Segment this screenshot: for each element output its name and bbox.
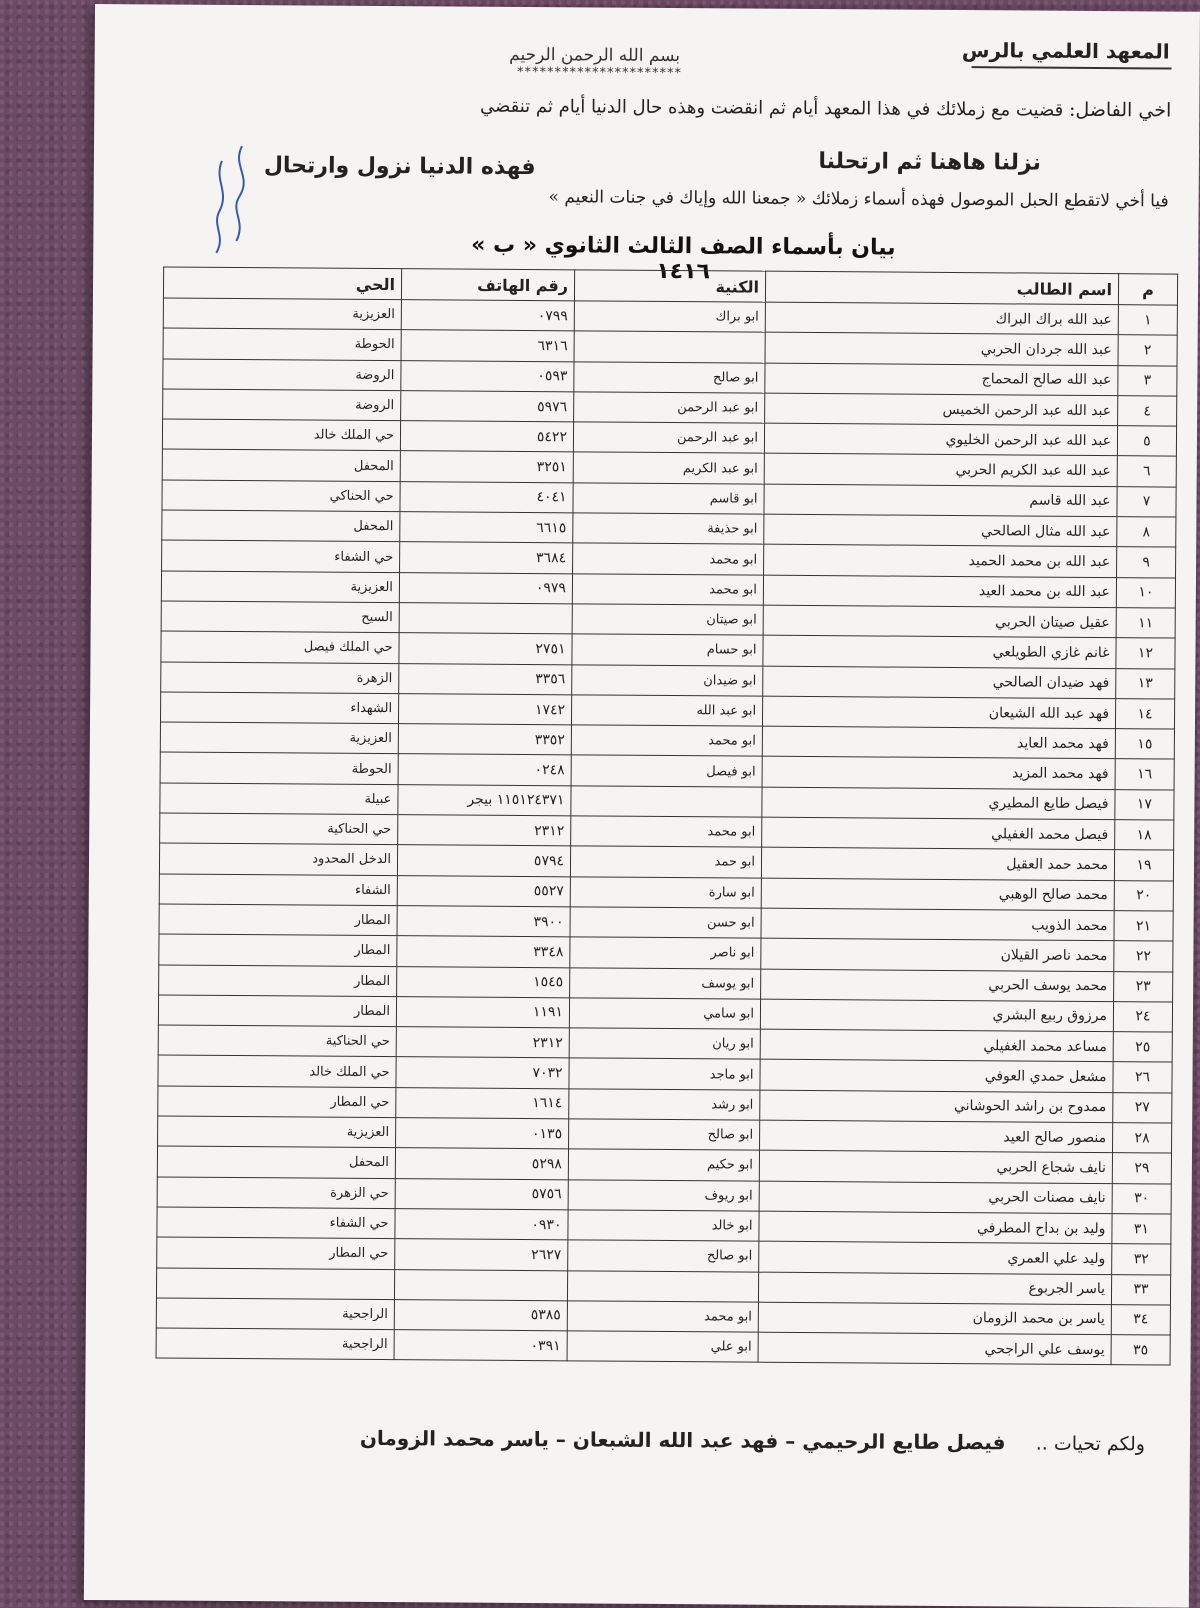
row-num: ١٠ (1116, 577, 1175, 608)
row-district: الروضة (163, 389, 401, 421)
row-phone: ٠٢٤٨ (398, 754, 571, 786)
row-num: ٢ (1118, 335, 1177, 366)
row-num: ١٦ (1115, 759, 1174, 790)
row-district: المطار (158, 995, 396, 1027)
header-kunya: الكنية (574, 270, 765, 302)
row-phone: ٥٧٥٦ (395, 1178, 568, 1210)
row-name: فيصل طايع المطيري (762, 787, 1115, 820)
row-name: عبد الله عبد الكريم الحربي (764, 454, 1117, 487)
row-name: عقيل صيتان الحربي (763, 605, 1116, 638)
row-name: عبد الله مثال الصالحي (764, 514, 1117, 547)
row-name: مشعل حمدي العوفي (760, 1060, 1113, 1093)
row-num: ٢٧ (1113, 1092, 1172, 1123)
row-kunya: ابو سارة (570, 876, 761, 908)
row-phone: ١٧٤٢ (398, 693, 571, 725)
row-district: حي الشفاء (157, 1207, 395, 1239)
row-phone: ٤٠٤١ (400, 481, 573, 513)
student-roster-table (156, 266, 1179, 1365)
row-name: فهد محمد المزيد (762, 757, 1115, 790)
row-district: حي الملك خالد (158, 1055, 396, 1087)
row-phone: ٣٣٥٢ (398, 724, 571, 756)
row-kunya: ابو براك (574, 301, 765, 333)
row-name: وليد بن بداح المطرفي (759, 1211, 1112, 1244)
document-page (84, 4, 1200, 1608)
row-name: محمد الذويب (761, 908, 1114, 941)
row-district: الروضة (163, 359, 401, 391)
row-district: الزهرة (161, 662, 399, 694)
row-name: محمد يوسف الحربي (761, 969, 1114, 1002)
row-num: ٨ (1117, 517, 1176, 548)
row-name: مرزوق ربيع البشري (760, 999, 1113, 1032)
row-phone: ٣٣٥٦ (399, 663, 572, 695)
row-name: عبد الله صالح المحماج (765, 363, 1118, 396)
row-district: عبيلة (160, 783, 398, 815)
row-phone: ٥٤٢٢ (400, 421, 573, 453)
row-num: ٣١ (1112, 1214, 1171, 1245)
row-num: ٢٠ (1114, 880, 1173, 911)
footer-greeting: ولكم تحيات .. (1035, 1432, 1146, 1456)
row-name: غانم غازي الطويلعي (763, 635, 1116, 668)
row-district: حي الملك فيصل (161, 631, 399, 663)
row-kunya: ابو عبد الرحمن (573, 422, 764, 454)
row-name: ياسر الجربوع (758, 1272, 1111, 1305)
row-num: ٢٢ (1114, 941, 1173, 972)
row-name: محمد حمد العقيل (761, 848, 1114, 881)
row-kunya: ابو صالح (568, 1240, 759, 1272)
row-kunya: ابو حكيم (568, 1149, 759, 1181)
row-phone: ٠٩٣٠ (395, 1209, 568, 1241)
row-kunya: ابو خالد (568, 1210, 759, 1242)
row-kunya: ابو صيتان (572, 604, 763, 636)
row-kunya: ابو ريان (569, 1028, 760, 1060)
row-district: حي المطار (158, 1086, 396, 1118)
footer-signature (245, 1425, 1145, 1455)
row-name: ياسر بن محمد الزومان (758, 1302, 1111, 1335)
footer-names: فيصل طايع الرحيمي – فهد عبد الله الشبعان – ياسر محمد الزومان (359, 1425, 1006, 1455)
intro-line (121, 92, 1171, 121)
row-phone: ٢٣١٢ (398, 815, 571, 847)
row-name: منصور صالح العيد (760, 1120, 1113, 1153)
row-name: عبد الله جردان الحربي (765, 332, 1118, 365)
row-kunya: ابو محمد (571, 725, 762, 757)
row-num: ٧ (1117, 486, 1176, 517)
row-num: ١٧ (1115, 789, 1174, 820)
row-kunya: ابو ضيدان (572, 664, 763, 696)
row-district: السيح (161, 601, 399, 633)
row-district: المطار (159, 965, 397, 997)
row-kunya: ابو حسام (572, 634, 763, 666)
row-name: فهد محمد العايد (762, 726, 1115, 759)
row-num: ٢٨ (1113, 1123, 1172, 1154)
row-phone: ٦٦١٥ (400, 512, 573, 544)
row-phone: ١١٥١٢٤٣٧١ بيجر (398, 784, 571, 816)
row-num: ٢٤ (1113, 1001, 1172, 1032)
row-district: العزيزية (160, 722, 398, 754)
row-phone: ٥٥٢٧ (397, 875, 570, 907)
row-num: ٣٠ (1112, 1183, 1171, 1214)
row-kunya (571, 786, 762, 818)
row-num: ١١ (1116, 608, 1175, 639)
row-name: نايف مصنات الحربي (759, 1181, 1112, 1214)
row-name: محمد ناصر القيلان (761, 938, 1114, 971)
row-phone: ١٦١٤ (396, 1087, 569, 1119)
roster-title: بيان بأسماء الصف الثالث الثانوي « ب » ١٤١٦ (471, 232, 896, 285)
row-kunya (567, 1270, 758, 1302)
row-district: حي الحناكي (162, 480, 400, 512)
row-district: المحفل (162, 510, 400, 542)
row-num: ٢١ (1114, 911, 1173, 942)
row-num: ٢٩ (1112, 1153, 1171, 1184)
row-phone: ٢٦٢٧ (395, 1239, 568, 1271)
row-kunya (574, 331, 765, 363)
row-phone: ١٥٤٥ (397, 966, 570, 998)
row-phone: ٣٢٥١ (400, 451, 573, 483)
row-num: ٣٤ (1111, 1304, 1170, 1335)
row-num: ١٥ (1115, 729, 1174, 760)
row-phone: ٣٦٨٤ (400, 542, 573, 574)
row-kunya: ابو محمد (573, 543, 764, 575)
row-phone: ٦٣١٦ (401, 330, 574, 362)
row-num: ٥ (1117, 426, 1176, 457)
row-district: المحفل (157, 1146, 395, 1178)
row-num: ١٣ (1116, 668, 1175, 699)
row-kunya: ابو صالح (569, 1119, 760, 1151)
row-phone: ٠٥٩٣ (401, 360, 574, 392)
row-district: المطار (159, 934, 397, 966)
row-district: حي الزهرة (157, 1177, 395, 1209)
row-kunya: ابو محمد (572, 574, 763, 606)
row-district: العزيزية (163, 298, 401, 330)
row-num: ١٢ (1116, 638, 1175, 669)
row-phone: ٠٩٧٩ (399, 572, 572, 604)
row-district: الشفاء (159, 874, 397, 906)
institute-underline (972, 66, 1172, 69)
basmala: بسم الله الرحمن الرحيم (509, 44, 681, 67)
row-kunya: ابو ريوف (568, 1179, 759, 1211)
row-district: حي الملك خالد (162, 419, 400, 451)
row-district: حي الشفاء (162, 540, 400, 572)
verse-left: فهذه الدنيا نزول وارتحال (263, 153, 536, 181)
row-phone: ٠٧٩٩ (401, 300, 574, 332)
row-name: عبد الله عبد الرحمن الخميس (765, 393, 1118, 426)
row-num: ١٩ (1114, 850, 1173, 881)
row-num: ٢٥ (1113, 1032, 1172, 1063)
row-district: المطار (159, 904, 397, 936)
row-district: حي الحناكية (158, 1025, 396, 1057)
row-phone: ١١٩١ (396, 996, 569, 1028)
row-num: ٣ (1118, 365, 1177, 396)
row-num: ٦ (1117, 456, 1176, 487)
row-district: الشهداء (160, 692, 398, 724)
row-name: عبد الله براك البراك (765, 302, 1118, 335)
row-name: فيصل محمد الغفيلي (762, 817, 1115, 850)
row-kunya: ابو علي (567, 1331, 758, 1363)
row-num: ٣٣ (1111, 1274, 1170, 1305)
handwritten-mark (201, 141, 262, 261)
row-kunya: ابو عبد الله (571, 695, 762, 727)
row-name: محمد صالح الوهبي (761, 878, 1114, 911)
row-district: حي المطار (157, 1237, 395, 1269)
row-kunya: ابو حمد (570, 846, 761, 878)
row-phone: ٥٧٩٤ (397, 845, 570, 877)
row-num: ٢٣ (1114, 971, 1173, 1002)
decorative-stars: ********************** (516, 64, 683, 82)
row-kunya: ابو قاسم (573, 483, 764, 515)
row-name: يوسف علي الراجحي (758, 1332, 1111, 1365)
row-kunya: ابو صالح (574, 361, 765, 393)
row-num: ٩ (1117, 547, 1176, 578)
verse-right: نزلنا هاهنا ثم ارتحلنا (818, 149, 1041, 176)
row-kunya: ابو ناصر (570, 937, 761, 969)
row-phone: ٠٣٩١ (394, 1330, 567, 1362)
row-phone: ٢٧٥١ (399, 633, 572, 665)
row-name: فهد ضيدان الصالحي (763, 666, 1116, 699)
row-kunya: ابو محمد (567, 1301, 758, 1333)
row-phone: ٠١٣٥ (396, 1118, 569, 1150)
dedication-line: فيا أخي لاتقطع الحبل الموصول فهذه أسماء زملائك « جمعنا الله وإياك في جنات النعيم » (548, 187, 1169, 212)
row-district: الراجحية (156, 1328, 394, 1360)
row-kunya: ابو عبد الكريم (573, 452, 764, 484)
row-district: الحوطة (160, 752, 398, 784)
row-kunya: ابو فيصل (571, 755, 762, 787)
row-name: مساعد محمد الغفيلي (760, 1029, 1113, 1062)
row-kunya: ابو حذيفة (573, 513, 764, 545)
row-name: عبد الله بن محمد العيد (763, 575, 1116, 608)
row-district: الراجحية (156, 1298, 394, 1330)
row-phone: ٢٣١٢ (396, 1027, 569, 1059)
row-district: العزيزية (161, 571, 399, 603)
row-district: العزيزية (158, 1116, 396, 1148)
row-phone: ٣٩٠٠ (397, 906, 570, 938)
row-kunya: ابو عبد الرحمن (574, 392, 765, 424)
row-name: نايف شجاع الحربي (759, 1150, 1112, 1183)
row-kunya: ابو محمد (571, 816, 762, 848)
row-phone: ٣٣٤٨ (397, 936, 570, 968)
row-name: ممدوح بن راشد الحوشاني (760, 1090, 1113, 1123)
row-kunya: ابو يوسف (570, 967, 761, 999)
row-name: عبد الله بن محمد الحميد (764, 545, 1117, 578)
row-num: ١٨ (1115, 820, 1174, 851)
row-phone: ٥٩٧٦ (401, 391, 574, 423)
table-row (156, 1328, 1170, 1365)
row-name: عبد الله عبد الرحمن الخليوي (764, 423, 1117, 456)
row-kunya: ابو سامي (569, 998, 760, 1030)
row-kunya: ابو رشد (569, 1089, 760, 1121)
row-phone: ٥٣٨٥ (394, 1299, 567, 1331)
row-num: ٢٦ (1113, 1062, 1172, 1093)
row-district: الدخل المحدود (159, 843, 397, 875)
intro-text: قضيت مع زملائك في هذا المعهد أيام ثم انقضت وهذه حال الدنيا أيام ثم تنقضي (479, 95, 1064, 121)
header-num: م (1118, 274, 1177, 305)
row-district: الحوطة (163, 328, 401, 360)
row-district (156, 1267, 394, 1299)
row-num: ٣٥ (1111, 1335, 1170, 1366)
row-kunya: ابو حسن (570, 907, 761, 939)
row-num: ٣٢ (1112, 1244, 1171, 1275)
row-name: فهد عبد الله الشيعان (762, 696, 1115, 729)
header-name: اسم الطالب (765, 271, 1118, 304)
header-district: الحي (163, 267, 401, 300)
row-name: وليد علي العمري (759, 1241, 1112, 1274)
institute-name: المعهد العلمي بالرس (961, 38, 1170, 64)
row-phone: ٧٠٣٢ (396, 1057, 569, 1089)
row-name: عبد الله قاسم (764, 484, 1117, 517)
intro-lead: اخي الفاضل: (1068, 98, 1172, 122)
header-phone: رقم الهاتف (401, 269, 574, 301)
row-district: المحفل (162, 449, 400, 481)
row-num: ٤ (1118, 396, 1177, 427)
row-phone: ٥٢٩٨ (395, 1148, 568, 1180)
row-num: ١ (1118, 305, 1177, 336)
row-kunya: ابو ماجد (569, 1058, 760, 1090)
row-phone (399, 603, 572, 635)
row-num: ١٤ (1115, 699, 1174, 730)
row-phone (394, 1269, 567, 1301)
row-district: حي الحناكية (160, 813, 398, 845)
